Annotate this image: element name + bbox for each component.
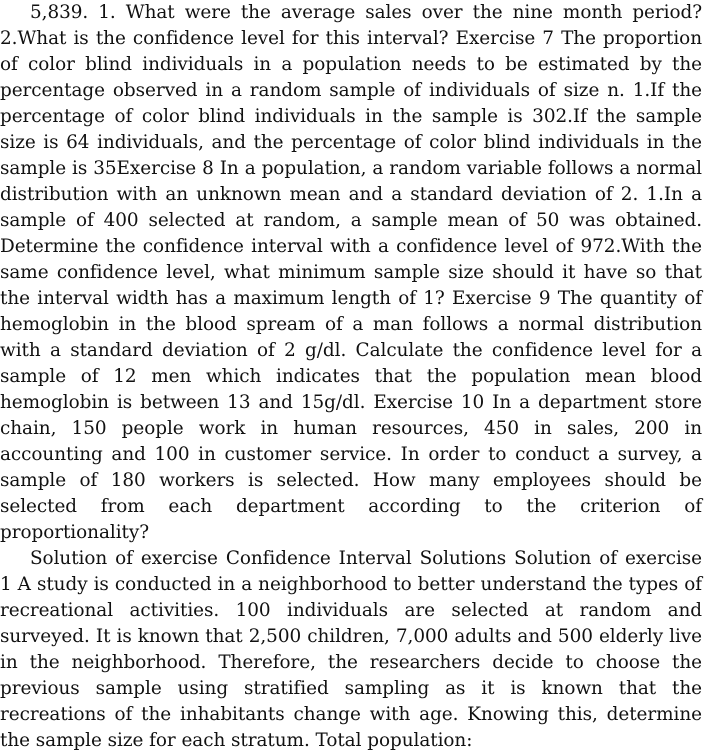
paragraph-exercises: 5,839. 1. What were the average sales over the nine month period? 2.What is the confidence level for this interval? Exercise 7 The proportion of color blind individuals in a population needs to be estimated by the percentage observed in a random sample of individuals of size n. 1.If the percentage of color blind individuals in the sample is 302.If the sample size is 64 individuals, and the percentage of color blind individuals in the sample is 35Exercise 8 In a population, a random variable follows a normal distribution with an unknown mean and a standard deviation of 2. 1.In a sample of 400 selected at random, a sample mean of 50 was obtained. Determine the confidence interval with a confidence level of 972.With the same confidence level, what minimum sample size should it have so that the interval width has a maximum length of 1? Exercise 9 The quantity of hemoglobin in the blood spream of a man follows a normal distribution with a standard deviation of 2 g/dl. Calculate the confidence level for a sample of 12 men which indicates that the population mean blood hemoglobin is between 13 and 15g/dl. Exercise 10 In a department store chain, 150 people work in human resources, 450 in sales, 200 in accounting and 100 in customer service. In order to conduct a survey, a sample of 180 workers is selected. How many employees should be selected from each department according to the criterion of proportionality? xyxy=(0,2,702,543)
paragraph-solutions: Solution of exercise Confidence Interval Solutions Solution of exercise 1 A study is conducted in a neighborhood to better understand the types of recreational activities. 100 individuals are selected at random and surveyed. It is known that 2,500 children, 7,000 adults and 500 elderly live in the neighborhood. Therefore, the researchers decide to choose the previous sample using stratified sampling as it is known that the recreations of the inhabitants change with age. Knowing this, determine the sample size for each stratum. Total population: xyxy=(0,548,702,751)
